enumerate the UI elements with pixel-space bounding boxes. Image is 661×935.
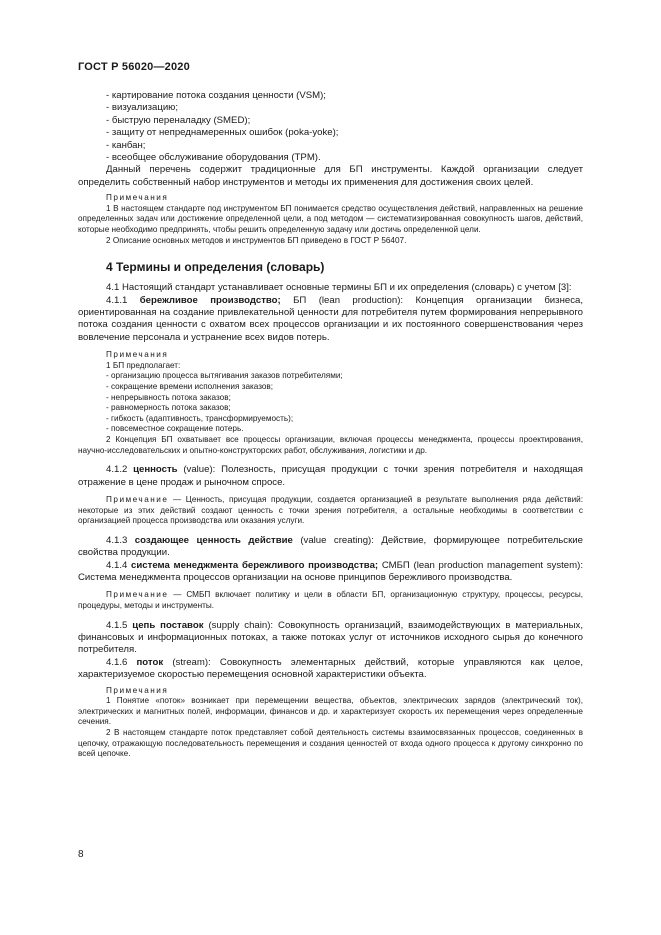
- list-item: - канбан;: [106, 139, 146, 151]
- intro-paragraph: Данный перечень содержит традиционные для БП инструменты. Каждой организации следует определить собственный набор инструментов и методы их применения для достижения своих целей.: [78, 164, 583, 188]
- term-4-1-3: 4.1.3 создающее ценность действие (value creating): Действие, формирующее потребительские свойства продукции.: [78, 534, 583, 559]
- list-item: - быструю переналадку (SMED);: [106, 114, 251, 126]
- note-item: 1 В настоящем стандарте под инструментом БП понимается средство осуществления действий, направленных на решение определенных задач или достижение определенной цели, а под методом — систематизированная совокупность шагов, действий, которые необходимо предпринять, чтобы решить определенную задачу или достичь определенной цели.: [78, 203, 583, 235]
- term-name: бережливое производство;: [139, 294, 281, 306]
- note-item: 1 БП предполагает:: [106, 360, 181, 370]
- note-label: Примечание: [106, 590, 169, 600]
- term-name: система менеджмента бережливого производства;: [131, 559, 379, 571]
- note-item: 1 Понятие «поток» возникает при перемещении вещества, объектов, электрических зарядов (электрический ток), электрических и магнитных полей, информации, финансов и др. и характеризует скорость их перемещения через определенные сечения.: [78, 696, 583, 727]
- note-label: Примечание: [106, 495, 169, 504]
- term-4-1-1: 4.1.1 бережливое производство; БП (lean production): Концепция организации бизнеса, ориентированная на создание привлекательной ценности для потребителя путем формирования непрерывного потока создания ценности с охватом всех процессов организации и их постоянного совершенствования через вовлечение персонала и устранение всех видов потерь.: [78, 294, 583, 343]
- list-item: - защиту от непреднамеренных ошибок (poka-yoke);: [106, 127, 339, 139]
- document-header: ГОСТ Р 56020—2020: [78, 61, 190, 73]
- list-item: - картирование потока создания ценности (VSM);: [106, 90, 326, 101]
- note-single: Примечание — СМБП включает политику и цели в области БП, организационную структуру, процессы, ресурсы, процедуры, методы и инструменты.: [78, 590, 583, 610]
- note-single: Примечание — Ценность, присущая продукции, создается организацией в результате выполнения ряда действий: некоторые из этих действий создают ценность с точки зрения потребителя, а остальные необходимы в соответствии с организацией процесса производства или оказания услуги.: [78, 495, 583, 526]
- term-4-1-6: 4.1.6 поток (stream): Совокупность элементарных действий, которые управляются как целое, характеризуемое скоростью перемещения основной характеристики объекта.: [78, 656, 583, 681]
- list-item: - непрерывность потока заказов;: [106, 392, 231, 402]
- term-name: поток: [136, 656, 164, 668]
- list-item: - гибкость (адаптивность, трансформируемость);: [106, 413, 294, 423]
- note-label: Примечания: [106, 685, 169, 695]
- term-name: цепь поставок: [132, 619, 204, 631]
- page-number: 8: [78, 849, 84, 860]
- list-item: - равномерность потока заказов;: [106, 403, 231, 413]
- list-item: - сокращение времени исполнения заказов;: [106, 382, 274, 392]
- note-label: Примечания: [106, 193, 169, 203]
- term-4-1-4: 4.1.4 система менеджмента бережливого производства; СМБП (lean production management system): Система менеджмента процессов организации на основе принципов бережливого производства.: [78, 559, 583, 583]
- term-name: создающее ценность действие: [134, 534, 293, 546]
- note-item: 2 Описание основных методов и инструментов БП приведено в ГОСТ Р 56407.: [106, 235, 407, 245]
- term-4-1-2: 4.1.2 ценность (value): Полезность, присущая продукции с точки зрения потребителя и находящая отражение в цене продаж и рыночном спросе.: [78, 464, 583, 488]
- list-item: - визуализацию;: [106, 102, 179, 114]
- note-item: 2 В настоящем стандарте поток представляет собой деятельность системы взаимосвязанных процессов, соединенных в цепочку, отражающую последовательность перемещения и создания ценностей от входа одного процесса к другому синхронно по всей цепочке.: [78, 728, 583, 759]
- list-item: - повсеместное сокращение потерь.: [106, 424, 244, 434]
- list-item: - всеобщее обслуживание оборудования (TPM).: [106, 152, 321, 164]
- document-body: [78, 90, 583, 760]
- term-4-1-5: 4.1.5 цепь поставок (supply chain): Совокупность организаций, взаимодействующих в материальных, финансовых и информационных потоках, а также потоках услуг от источников исходного сырья до конечного потребителя.: [78, 619, 583, 656]
- note-item: 2 Концепция БП охватывает все процессы организации, включая процессы менеджмента, процессы проектирования, научно-исследовательских и опытно-конструкторских работ, обслуживания, логистики и др.: [78, 435, 583, 455]
- section-heading: 4 Термины и определения (словарь): [106, 260, 325, 275]
- term-name: ценность: [133, 464, 178, 476]
- list-item: - организацию процесса вытягивания заказов потребителями;: [106, 371, 343, 381]
- paragraph-4-1: 4.1 Настоящий стандарт устанавливает основные термины БП и их определения (словарь) с учетом [3]:: [106, 282, 572, 294]
- note-label: Примечания: [106, 350, 169, 360]
